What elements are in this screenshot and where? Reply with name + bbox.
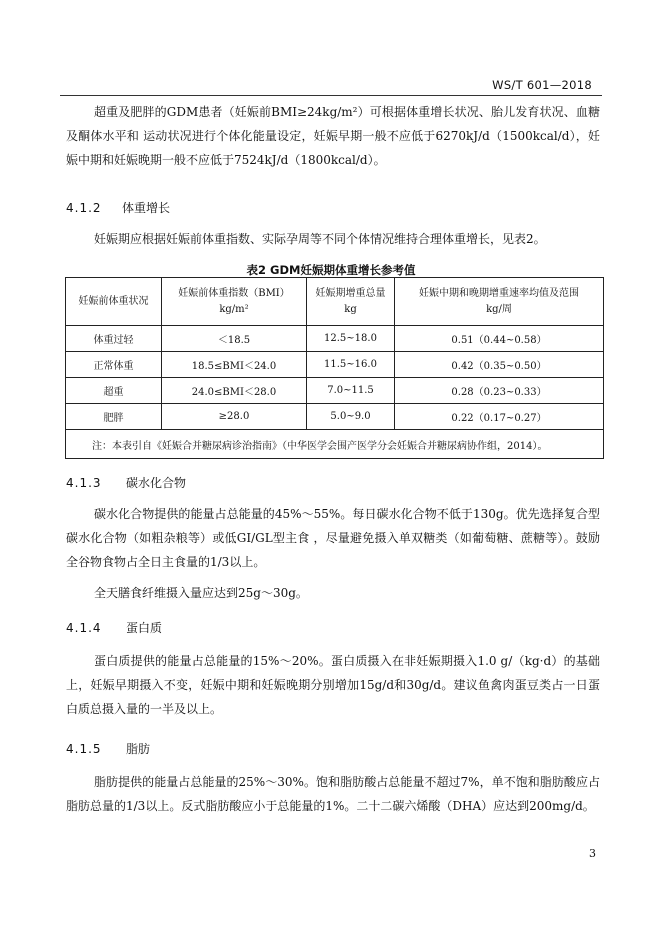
- cell-bmi: 18.5≤BMI＜24.0: [162, 352, 307, 378]
- section-number: 4.1.3: [66, 476, 102, 490]
- cell-bmi: ＜18.5: [162, 326, 307, 352]
- cell-rate: 0.42（0.35~0.50）: [395, 352, 604, 378]
- standard-code: WS/T 601—2018: [492, 78, 592, 92]
- table-note: 注：本表引自《妊娠合并糖尿病诊治指南》（中华医学会围产医学分会妊娠合并糖尿病协作组，2014）。: [66, 430, 604, 459]
- header-bmi-label: 妊娠前体重指数（BMI）: [178, 287, 290, 299]
- table-row: [66, 352, 604, 378]
- header-total-unit: kg: [344, 303, 357, 315]
- cell-status: 正常体重: [66, 352, 162, 378]
- section-title: 体重增长: [122, 201, 171, 215]
- cell-status: 肥胖: [66, 404, 162, 430]
- header-rate-label: 妊娠中期和晚期增重速率均值及范围: [419, 287, 579, 299]
- cell-status: 体重过轻: [66, 326, 162, 352]
- section-4-1-3-fiber-paragraph: 全天膳食纤维摄入量应达到25g～30g。: [94, 586, 308, 600]
- weight-gain-table: [65, 277, 604, 459]
- table-title: 表2 GDM妊娠期体重增长参考值: [246, 263, 416, 277]
- cell-total: 5.0~9.0: [307, 404, 395, 430]
- section-title: 脂肪: [126, 742, 151, 756]
- section-4-1-2-heading: [66, 199, 170, 216]
- table-header-row: [66, 278, 604, 326]
- cell-total: 12.5~18.0: [307, 326, 395, 352]
- section-4-1-4-heading: [66, 619, 162, 636]
- cell-total: 11.5~16.0: [307, 352, 395, 378]
- section-4-1-4-paragraph: 蛋白质提供的能量占总能量的15%～20%。蛋白质摄入在非妊娠期摄入1.0 g/（kg·d）的基础上，妊娠早期摄入不变，妊娠中期和妊娠晚期分别增加15g/d和30g/d。建议鱼禽肉蛋豆类占一日蛋白质总摄入量的一半及以上。: [66, 654, 600, 716]
- section-title: 碳水化合物: [126, 476, 187, 490]
- section-number: 4.1.2: [66, 201, 102, 215]
- table-note-row: [66, 430, 604, 459]
- cell-rate: 0.28（0.23~0.33）: [395, 378, 604, 404]
- table-row: [66, 378, 604, 404]
- table-row: [66, 404, 604, 430]
- header-rule: [60, 95, 602, 96]
- header-status: 妊娠前体重状况: [66, 278, 162, 326]
- cell-bmi: 24.0≤BMI＜28.0: [162, 378, 307, 404]
- header-total-label: 妊娠期增重总量: [315, 287, 386, 299]
- section-4-1-5-heading: [66, 740, 150, 757]
- cell-total: 7.0~11.5: [307, 378, 395, 404]
- section-title: 蛋白质: [126, 621, 163, 635]
- page-number: 3: [589, 847, 596, 860]
- section-number: 4.1.4: [66, 621, 102, 635]
- section-4-1-2-paragraph: 妊娠期应根据妊娠前体重指数、实际孕周等不同个体情况维持合理体重增长，见表2。: [94, 232, 546, 246]
- cell-status: 超重: [66, 378, 162, 404]
- cell-rate: 0.22（0.17~0.27）: [395, 404, 604, 430]
- section-4-1-3-paragraph: 碳水化合物提供的能量占总能量的45%～55%。每日碳水化合物不低于130g。优先选择复合型碳水化合物（如粗杂粮等）或低GI/GL型主食 ，尽量避免摄入单双糖类（如葡萄糖、蔗糖等）。鼓励全谷物食物占全日主食量的1/3以上。: [66, 507, 600, 569]
- header-bmi: [162, 278, 307, 326]
- section-4-1-3-heading: [66, 474, 186, 491]
- header-rate-unit: kg/周: [486, 303, 512, 315]
- header-total: [307, 278, 395, 326]
- cell-rate: 0.51（0.44~0.58）: [395, 326, 604, 352]
- table-row: [66, 326, 604, 352]
- intro-paragraph: 超重及肥胖的GDM患者（妊娠前BMI≥24kg/m²）可根据体重增长状况、胎儿发育状况、血糖及酮体水平和 运动状况进行个体化能量设定，妊娠早期一般不应低于6270kJ/d（1500kcal/d），妊娠中期和妊娠晚期一般不应低于7524kJ/d（1800kcal/d）。: [66, 105, 600, 167]
- cell-bmi: ≥28.0: [162, 404, 307, 430]
- header-rate: [395, 278, 604, 326]
- section-number: 4.1.5: [66, 742, 102, 756]
- section-4-1-5-paragraph: 脂肪提供的能量占总能量的25%～30%。饱和脂肪酸占总能量不超过7%，单不饱和脂肪酸应占脂肪总量的1/3以上。反式脂肪酸应小于总能量的1%。二十二碳六烯酸（DHA）应达到200mg/d。: [66, 775, 600, 813]
- header-bmi-unit: kg/m²: [219, 303, 249, 315]
